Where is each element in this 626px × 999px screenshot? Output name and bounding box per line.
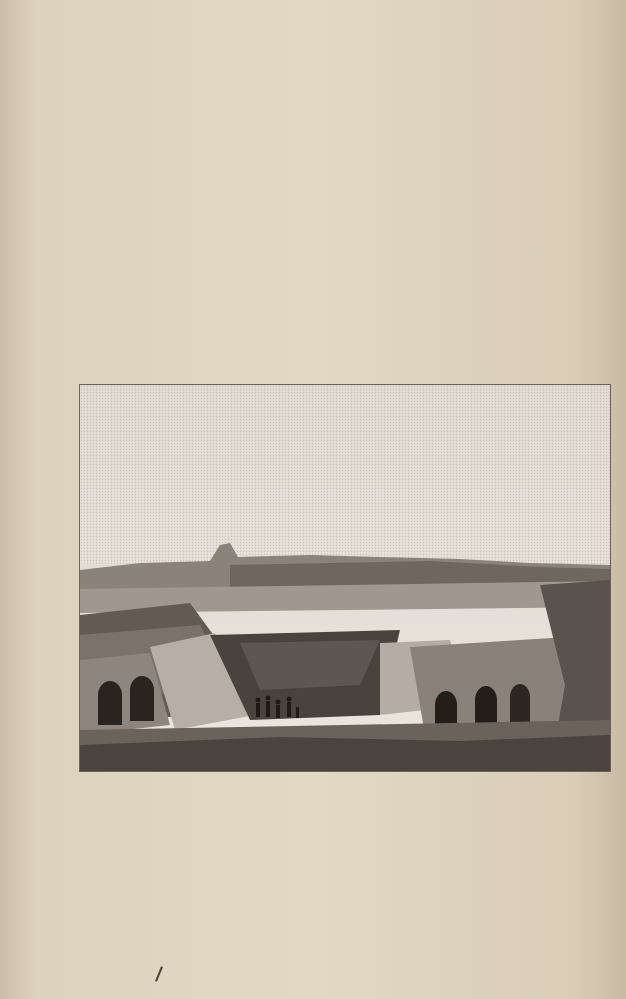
- pencil-mark: [155, 966, 163, 982]
- fortress-photograph: [80, 385, 610, 771]
- fortress-illustration: [80, 385, 610, 771]
- body-text-top: [78, 22, 610, 32]
